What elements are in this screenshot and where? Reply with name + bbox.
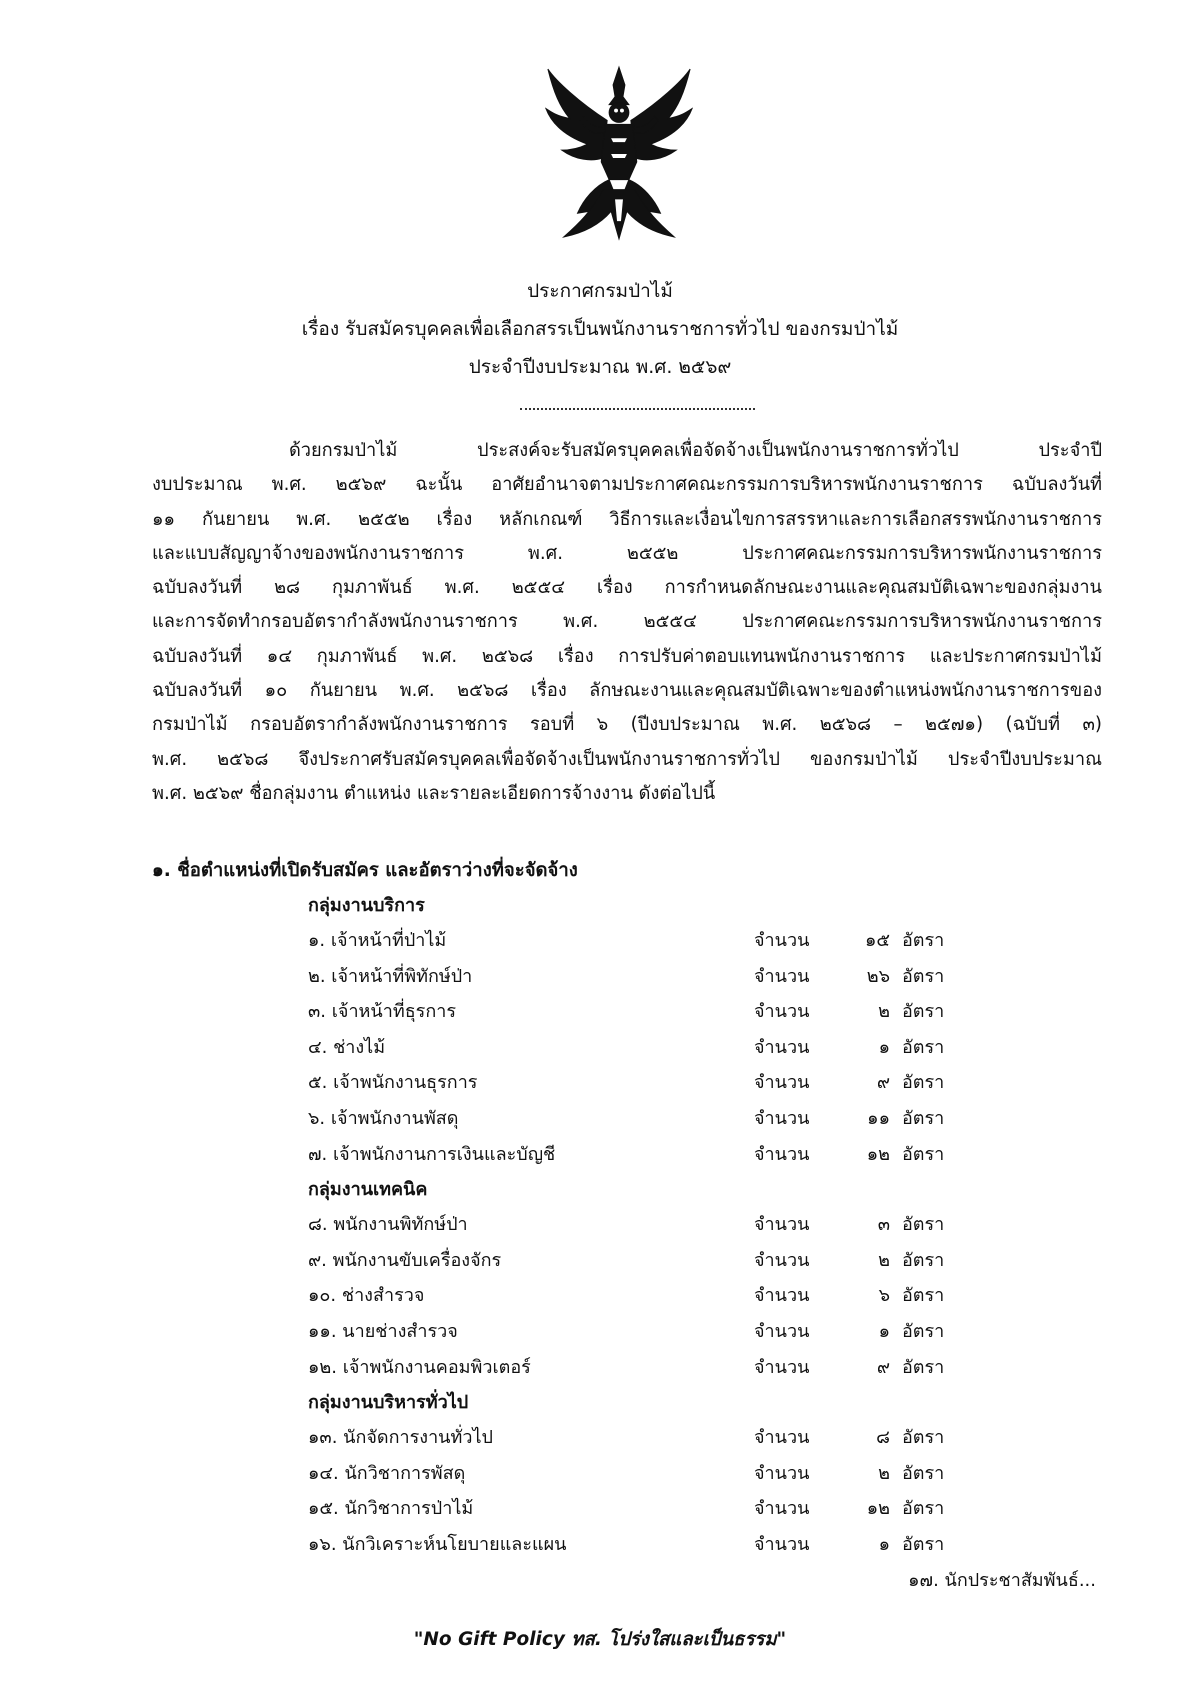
position-name: ๔. ช่างไม้ <box>308 1036 386 1058</box>
unit-label: อัตรา <box>902 1249 945 1271</box>
position-count: ๑ <box>878 1036 890 1058</box>
unit-label: อัตรา <box>902 1498 945 1520</box>
unit-label: อัตรา <box>902 1320 945 1342</box>
position-name: ๑๐. ช่างสำรวจ <box>308 1285 425 1307</box>
unit-label: อัตรา <box>902 1072 945 1094</box>
position-count: ๑๕ <box>864 930 890 951</box>
announcement-subject: เรื่อง รับสมัครบุคคลเพื่อเลือกสรรเป็นพนักงานราชการทั่วไป ของกรมป่าไม้ <box>301 318 899 340</box>
count-label: จำนวน <box>754 1072 810 1094</box>
count-label: จำนวน <box>754 1427 810 1449</box>
unit-label: อัตรา <box>902 1533 945 1555</box>
position-name: ๘. พนักงานพิทักษ์ป่า <box>308 1214 468 1236</box>
count-label: จำนวน <box>754 1214 810 1236</box>
position-count: ๒ <box>878 1001 890 1023</box>
announcement-title: ประกาศกรมป่าไม้ <box>527 280 673 302</box>
count-label: จำนวน <box>754 1249 810 1271</box>
unit-label: อัตรา <box>902 1143 945 1165</box>
position-count: ๑ <box>878 1533 890 1555</box>
position-row <box>308 1278 958 1314</box>
unit-label: อัตรา <box>902 1107 945 1129</box>
position-name: ๑๑. นายช่างสำรวจ <box>308 1320 458 1342</box>
body-line: และแบบสัญญาจ้างของพนักงานราชการ พ.ศ. ๒๕๕๒ ประกาศคณะกรรมการบริหารพนักงานราชการ <box>152 542 1102 564</box>
count-label: จำนวน <box>754 1498 810 1520</box>
count-label: จำนวน <box>754 1285 810 1307</box>
position-name: ๕. เจ้าพนักงานธุรการ <box>308 1072 478 1094</box>
count-label: จำนวน <box>754 1001 810 1023</box>
continuation-text: ๑๗. นักประชาสัมพันธ์... <box>908 1570 1096 1591</box>
body-line: ๑๑ กันยายน พ.ศ. ๒๕๕๒ เรื่อง หลักเกณฑ์ วิธีการและเงื่อนไขการสรรหาและการเลือกสรรพนักงานราชการ <box>152 508 1102 530</box>
position-count: ๘ <box>876 1427 890 1449</box>
announcement-fiscal-year: ประจำปีงบประมาณ พ.ศ. ๒๕๖๙ <box>468 356 732 378</box>
unit-label: อัตรา <box>902 1001 945 1023</box>
position-count: ๙ <box>876 1356 890 1378</box>
body-paragraph <box>152 434 1102 811</box>
position-row <box>308 1456 958 1492</box>
position-count: ๙ <box>876 1072 890 1094</box>
unit-label: อัตรา <box>902 1036 945 1058</box>
count-label: จำนวน <box>754 1143 810 1165</box>
body-line: กรมป่าไม้ กรอบอัตรากำลังพนักงานราชการ รอบที่ ๖ (ปีงบประมาณ พ.ศ. ๒๕๖๘ – ๒๕๗๑) (ฉบับที่ ๓) <box>152 714 1102 736</box>
position-count: ๑๑ <box>867 1107 890 1129</box>
position-count: ๒ <box>878 1462 890 1484</box>
position-row <box>308 1527 958 1563</box>
body-line: ด้วยกรมป่าไม้ ประสงค์จะรับสมัครบุคคลเพื่อจัดจ้างเป็นพนักงานราชการทั่วไป ประจำปี <box>289 440 1102 461</box>
position-groups <box>308 888 958 1563</box>
position-row <box>308 1065 958 1101</box>
body-line: ฉบับลงวันที่ ๑๔ กุมภาพันธ์ พ.ศ. ๒๕๖๘ เรื่อง การปรับค่าตอบแทนพนักงานราชการ และประกาศกรมป่าไม้ <box>152 645 1102 667</box>
position-row <box>308 1207 958 1243</box>
body-line: พ.ศ. ๒๕๖๘ จึงประกาศรับสมัครบุคคลเพื่อจัดจ้างเป็นพนักงานราชการทั่วไป ของกรมป่าไม้ ประจำปีงบประมาณ <box>152 748 1102 770</box>
count-label: จำนวน <box>754 1462 810 1484</box>
position-row <box>308 959 958 995</box>
position-row <box>308 1491 958 1527</box>
body-line: และการจัดทำกรอบอัตรากำลังพนักงานราชการ พ.ศ. ๒๕๕๔ ประกาศคณะกรรมการบริหารพนักงานราชการ <box>152 611 1102 633</box>
position-row <box>308 1101 958 1137</box>
position-name: ๗. เจ้าพนักงานการเงินและบัญชี <box>308 1143 556 1165</box>
footer-slogan: "No Gift Policy ทส. โปร่งใสและเป็นธรรม" <box>413 1629 787 1650</box>
count-label: จำนวน <box>754 1356 810 1378</box>
unit-label: อัตรา <box>902 1427 945 1449</box>
count-label: จำนวน <box>754 1533 810 1555</box>
unit-label: อัตรา <box>902 1356 945 1378</box>
dotted-divider <box>520 408 755 410</box>
position-count: ๖ <box>878 1285 890 1307</box>
position-row <box>308 994 958 1030</box>
group-heading: กลุ่มงานบริการ <box>308 895 425 916</box>
count-label: จำนวน <box>754 930 810 951</box>
position-row <box>308 923 958 959</box>
group-heading: กลุ่มงานบริหารทั่วไป <box>308 1392 469 1414</box>
position-name: ๙. พนักงานขับเครื่องจักร <box>308 1249 502 1271</box>
body-line: ฉบับลงวันที่ ๑๐ กันยายน พ.ศ. ๒๕๖๘ เรื่อง ลักษณะงานและคุณสมบัติเฉพาะของตำแหน่งพนักงานราชการของ <box>152 680 1102 702</box>
position-row <box>308 1137 958 1173</box>
count-label: จำนวน <box>754 965 810 987</box>
section-heading: ๑. ชื่อตำแหน่งที่เปิดรับสมัคร และอัตราว่างที่จะจัดจ้าง <box>152 860 578 881</box>
count-label: จำนวน <box>754 1107 810 1129</box>
position-count: ๒๖ <box>866 965 890 987</box>
body-line: ฉบับลงวันที่ ๒๘ กุมภาพันธ์ พ.ศ. ๒๕๕๔ เรื่อง การกำหนดลักษณะงานและคุณสมบัติเฉพาะของกลุ่มงาน <box>152 577 1102 599</box>
position-row <box>308 1030 958 1066</box>
unit-label: อัตรา <box>902 1462 945 1484</box>
position-name: ๑๕. นักวิชาการป่าไม้ <box>308 1498 474 1520</box>
body-line: งบประมาณ พ.ศ. ๒๕๖๙ ฉะนั้น อาศัยอำนาจตามประกาศคณะกรรมการบริหารพนักงานราชการ ฉบับลงวันที่ <box>152 474 1102 496</box>
position-row <box>308 1243 958 1279</box>
position-name: ๒. เจ้าหน้าที่พิทักษ์ป่า <box>308 965 473 987</box>
position-count: ๑๒ <box>866 1143 890 1165</box>
unit-label: อัตรา <box>902 1285 945 1307</box>
position-row <box>308 1420 958 1456</box>
position-count: ๑๒ <box>866 1498 890 1520</box>
position-count: ๑ <box>878 1320 890 1342</box>
unit-label: อัตรา <box>902 965 945 987</box>
group-heading: กลุ่มงานเทคนิค <box>308 1179 428 1201</box>
count-label: จำนวน <box>754 1320 810 1342</box>
position-name: ๑๔. นักวิชาการพัสดุ <box>308 1462 466 1484</box>
position-count: ๓ <box>877 1214 890 1236</box>
position-name: ๑. เจ้าหน้าที่ป่าไม้ <box>308 930 447 951</box>
position-name: ๓. เจ้าหน้าที่ธุรการ <box>308 1001 457 1023</box>
position-name: ๑๓. นักจัดการงานทั่วไป <box>308 1427 493 1449</box>
count-label: จำนวน <box>754 1036 810 1058</box>
position-name: ๑๒. เจ้าพนักงานคอมพิวเตอร์ <box>308 1356 531 1378</box>
position-name: ๖. เจ้าพนักงานพัสดุ <box>308 1107 459 1129</box>
position-count: ๒ <box>878 1249 890 1271</box>
garuda-emblem <box>540 62 698 247</box>
body-line: พ.ศ. ๒๕๖๙ ชื่อกลุ่มงาน ตำแหน่ง และรายละเอียดการจ้างงาน ดังต่อไปนี้ <box>152 782 716 804</box>
position-row <box>308 1314 958 1350</box>
position-row <box>308 1350 958 1386</box>
unit-label: อัตรา <box>902 930 945 951</box>
position-name: ๑๖. นักวิเคราะห์นโยบายและแผน <box>308 1533 567 1555</box>
unit-label: อัตรา <box>902 1214 945 1236</box>
